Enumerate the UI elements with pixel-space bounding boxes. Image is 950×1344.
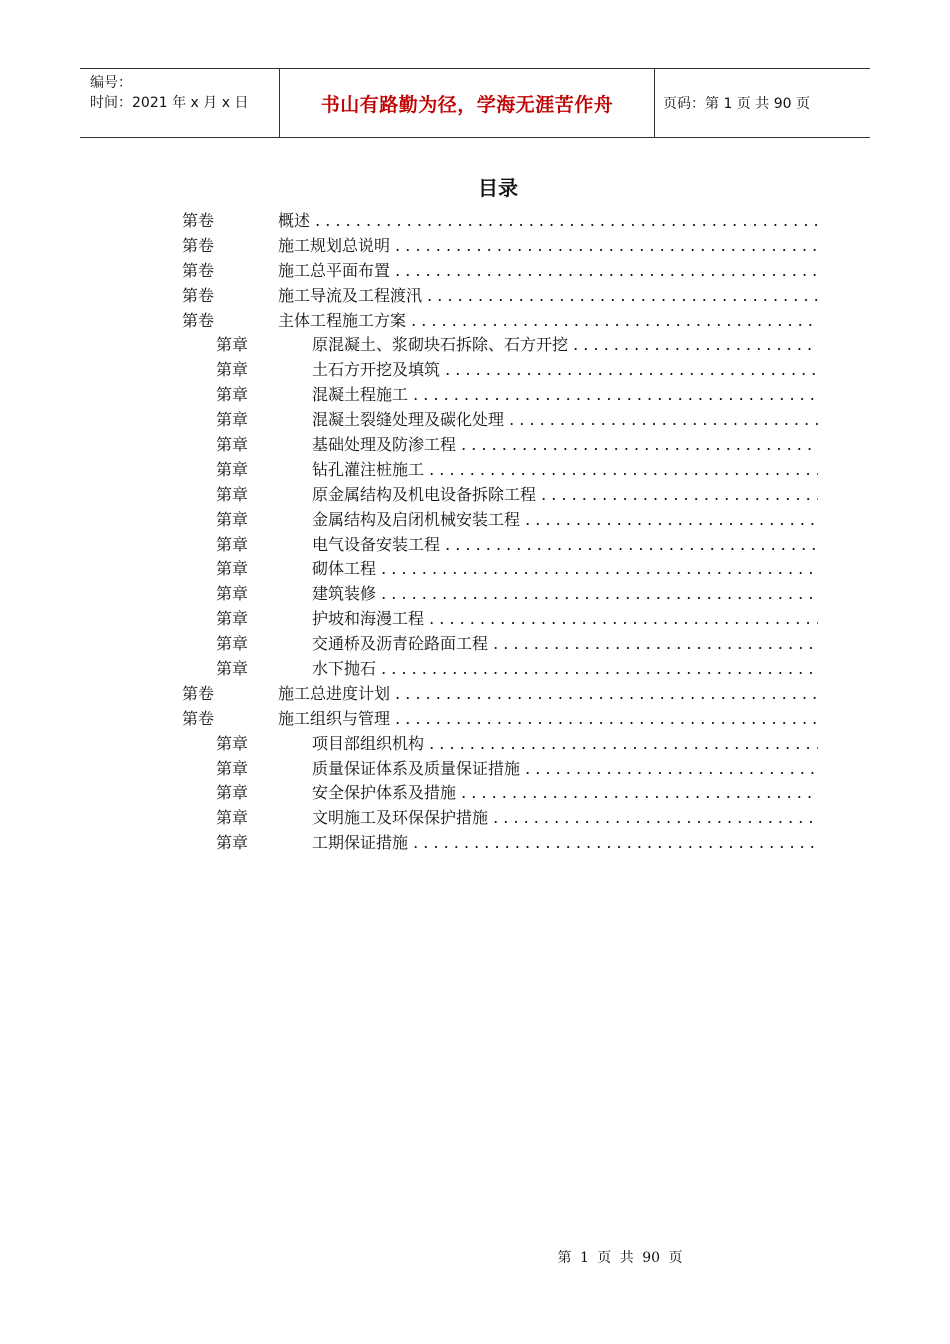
toc-entry-label: 第章 (216, 584, 249, 604)
dot-leader (504, 410, 818, 429)
toc-entry-title-wrap (278, 309, 818, 334)
toc-entry-title: 钻孔灌注桩施工 (312, 459, 425, 479)
toc-entry-title: 原混凝土、浆砌块石拆除、石方开挖 (312, 335, 569, 355)
toc-entry-label: 第章 (216, 733, 249, 753)
dot-leader (440, 360, 818, 379)
toc-entry-label: 第章 (216, 758, 249, 778)
toc-entry-title: 混凝土程施工 (312, 385, 409, 405)
toc-entry-title: 水下抛石 (312, 659, 377, 679)
dot-leader (520, 510, 818, 529)
toc-entry-title: 基础处理及防渗工程 (312, 435, 457, 455)
dot-leader (568, 335, 818, 354)
toc-entry-title-wrap (312, 458, 818, 483)
dot-leader (424, 609, 818, 628)
toc-entry-label: 第卷 (182, 211, 215, 230)
toc-entry-title: 电气设备安装工程 (312, 534, 441, 554)
toc-entry[interactable] (182, 408, 818, 433)
toc-entry-title: 混凝土裂缝处理及碳化处理 (312, 410, 505, 430)
toc-entry-title-wrap (312, 557, 818, 582)
toc-entry[interactable] (182, 657, 818, 682)
toc-entry[interactable] (182, 806, 818, 831)
toc-entry[interactable] (182, 234, 818, 259)
dot-leader (390, 709, 818, 728)
toc-entry-title: 主体工程施工方案 (278, 310, 407, 330)
toc-entry-label: 第卷 (182, 285, 215, 305)
toc-entry-title-wrap (312, 383, 818, 408)
dot-leader (440, 535, 818, 554)
document-date: 时间：2021 年 x 月 x 日 (90, 95, 249, 111)
page-header (80, 68, 870, 138)
toc-entry-title: 文明施工及环保保护措施 (312, 808, 489, 828)
toc-entry-title: 原金属结构及机电设备拆除工程 (312, 484, 537, 504)
toc-entry-label: 第章 (216, 534, 249, 554)
dot-leader (310, 211, 818, 230)
toc-entry-label: 第章 (216, 808, 249, 828)
toc-entry[interactable] (182, 732, 818, 757)
toc-entry-label: 第章 (216, 559, 249, 579)
dot-leader (390, 236, 818, 255)
dot-leader (376, 584, 818, 603)
dot-leader (408, 833, 818, 852)
header-meta (80, 69, 280, 137)
toc-entry-title: 施工组织与管理 (278, 708, 391, 728)
toc-entry-title-wrap (278, 259, 818, 284)
toc-entry-label: 第章 (216, 435, 249, 455)
toc-entry-label: 第章 (216, 833, 249, 853)
toc-entry-title-wrap (312, 781, 818, 806)
table-of-contents (182, 209, 818, 856)
dot-leader (376, 659, 818, 678)
toc-title: 目录 (478, 176, 518, 200)
toc-entry-title: 质量保证体系及质量保证措施 (312, 758, 521, 778)
toc-entry-title-wrap (278, 234, 818, 259)
toc-entry-title-wrap (312, 533, 818, 558)
toc-entry-title-wrap (312, 657, 818, 682)
toc-entry[interactable] (182, 433, 818, 458)
page-footer: 第 1 页 共 90 页 (557, 1250, 683, 1266)
toc-entry-title: 交通桥及沥青砼路面工程 (312, 634, 489, 654)
dot-leader (456, 783, 818, 802)
toc-entry-title-wrap (312, 433, 818, 458)
toc-entry[interactable] (182, 582, 818, 607)
toc-entry-label: 第章 (216, 484, 249, 504)
toc-entry-label: 第卷 (182, 683, 215, 703)
toc-entry-title: 项目部组织机构 (312, 733, 425, 753)
toc-entry-title-wrap (278, 209, 818, 234)
toc-entry[interactable] (182, 259, 818, 284)
toc-entry-title-wrap (312, 582, 818, 607)
toc-entry-title-wrap (312, 358, 818, 383)
dot-leader (536, 485, 818, 504)
toc-entry-title: 建筑装修 (312, 584, 377, 604)
toc-entry-label: 第卷 (182, 235, 215, 255)
toc-entry-label: 第章 (216, 783, 249, 803)
toc-entry-label: 第卷 (182, 310, 215, 330)
toc-entry-title-wrap (312, 408, 818, 433)
toc-entry-title: 概述 (278, 211, 311, 230)
dot-leader (488, 808, 818, 827)
toc-entry-label: 第章 (216, 335, 249, 355)
toc-entry-title-wrap (278, 682, 818, 707)
toc-entry[interactable] (182, 483, 818, 508)
toc-entry-title-wrap (312, 333, 818, 358)
toc-entry[interactable] (182, 757, 818, 782)
toc-entry-title-wrap (278, 284, 818, 309)
toc-entry-label: 第章 (216, 385, 249, 405)
toc-entry[interactable] (182, 632, 818, 657)
dot-leader (390, 261, 818, 280)
toc-entry[interactable] (182, 333, 818, 358)
toc-entry-title-wrap (278, 707, 818, 732)
toc-entry-title: 施工总进度计划 (278, 683, 391, 703)
toc-entry-title: 安全保护体系及措施 (312, 783, 457, 803)
toc-entry[interactable] (182, 682, 818, 707)
toc-entry-title-wrap (312, 632, 818, 657)
toc-entry-label: 第章 (216, 659, 249, 679)
toc-entry-title: 金属结构及启闭机械安装工程 (312, 509, 521, 529)
document-number-label: 编号： (90, 75, 132, 91)
toc-entry-label: 第卷 (182, 260, 215, 280)
dot-leader (406, 311, 818, 330)
toc-entry[interactable] (182, 607, 818, 632)
toc-entry-title: 施工导流及工程渡汛 (278, 285, 423, 305)
toc-entry-label: 第章 (216, 634, 249, 654)
dot-leader (390, 684, 818, 703)
toc-entry-title-wrap (312, 806, 818, 831)
toc-entry-label: 第章 (216, 410, 249, 430)
toc-entry-title: 护坡和海漫工程 (312, 609, 425, 629)
toc-entry-title-wrap (312, 831, 818, 856)
dot-leader (424, 460, 818, 479)
toc-entry-title-wrap (312, 483, 818, 508)
toc-entry-title-wrap (312, 508, 818, 533)
toc-entry[interactable] (182, 533, 818, 558)
toc-entry-title: 工期保证措施 (312, 833, 409, 853)
toc-entry[interactable] (182, 707, 818, 732)
toc-entry-title: 土石方开挖及填筑 (312, 360, 441, 380)
dot-leader (456, 435, 818, 454)
toc-entry[interactable] (182, 831, 818, 856)
dot-leader (408, 385, 818, 404)
toc-entry-title: 施工总平面布置 (278, 260, 391, 280)
toc-entry[interactable] (182, 458, 818, 483)
toc-entry-label: 第章 (216, 360, 249, 380)
toc-entry[interactable] (182, 284, 818, 309)
toc-entry[interactable] (182, 508, 818, 533)
dot-leader (520, 759, 818, 778)
toc-entry-title-wrap (312, 757, 818, 782)
toc-entry-title-wrap (312, 607, 818, 632)
toc-entry[interactable] (182, 781, 818, 806)
toc-entry-title: 砌体工程 (312, 559, 377, 579)
toc-entry[interactable] (182, 557, 818, 582)
toc-entry[interactable] (182, 358, 818, 383)
toc-entry-title-wrap (312, 732, 818, 757)
toc-entry-label: 第卷 (182, 708, 215, 728)
toc-entry[interactable] (182, 309, 818, 334)
toc-entry-label: 第章 (216, 509, 249, 529)
dot-leader (376, 559, 818, 578)
toc-entry-label: 第章 (216, 459, 249, 479)
dot-leader (424, 734, 818, 753)
toc-entry-title: 施工规划总说明 (278, 235, 391, 255)
toc-entry[interactable] (182, 383, 818, 408)
toc-entry-label: 第章 (216, 609, 249, 629)
header-motto: 书山有路勤为径，学海无涯苦作舟 (280, 69, 655, 137)
dot-leader (488, 634, 818, 653)
toc-entry[interactable] (182, 209, 818, 234)
header-page-info: 页码：第 1 页 共 90 页 (663, 96, 810, 112)
dot-leader (422, 286, 818, 305)
